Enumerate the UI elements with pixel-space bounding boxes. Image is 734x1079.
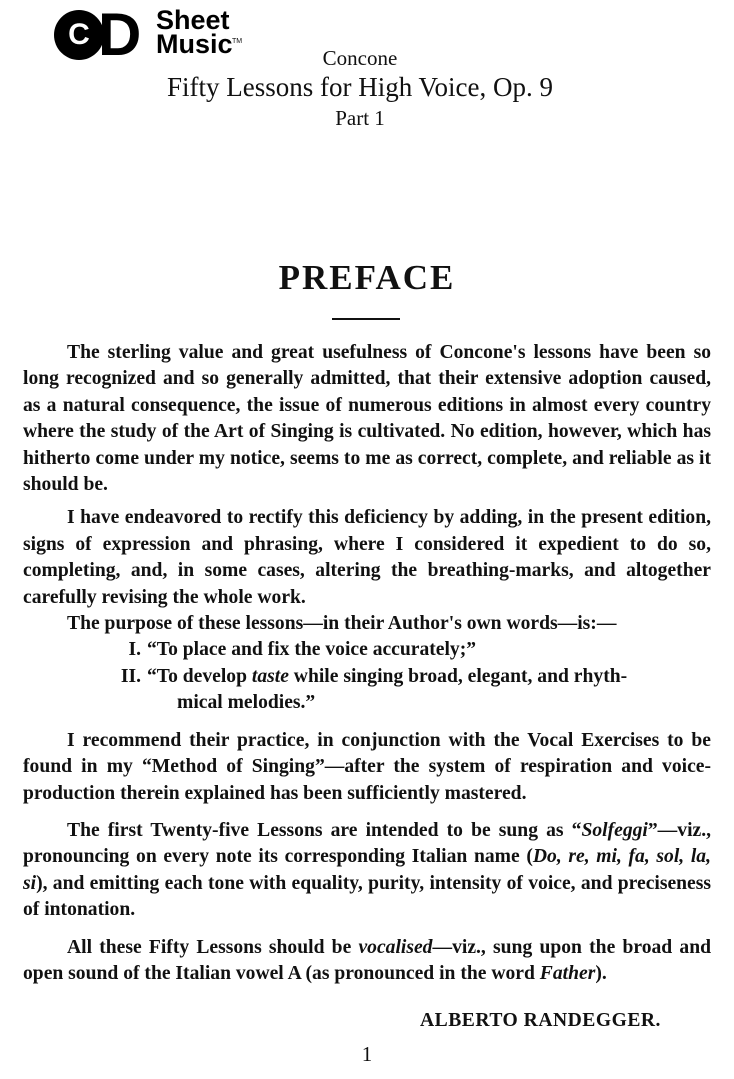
p5-part-a: The first Twenty-five Lessons are intended to be sung as “ [67, 819, 582, 841]
logo-word-music: Music [156, 29, 233, 59]
paragraph-5 [23, 818, 711, 924]
paragraph-6 [23, 935, 711, 988]
p5-emphasis-1: Solfeggi [581, 819, 648, 841]
p6-part-c: ). [595, 962, 607, 984]
page-number: 1 [361, 1042, 373, 1066]
purpose-list [23, 637, 711, 716]
list-item [23, 664, 711, 717]
work-title: Fifty Lessons for High Voice, Op. 9 [167, 72, 553, 102]
paragraph-3: The purpose of these lessons—in their Author's own words—is:— [67, 613, 617, 635]
list-text-continuation: mical melodies.” [177, 692, 316, 714]
p5-part-c: ), and emitting each tone with equality, purity, intensity of voice, and preciseness of intonation. [23, 872, 711, 921]
heading-rule [332, 318, 400, 320]
list-number: I. [128, 639, 141, 661]
p5-emphasis-2: Do, re, mi, fa, sol, la, si [23, 846, 712, 894]
list-text: “To place and fix the voice accurately;” [147, 639, 477, 661]
logo-word-sheet: Sheet [156, 5, 230, 35]
paragraph-2: I have endeavored to rectify this deficiency by adding, in the present edition, signs of expression and phrasing, where I considered it expedient to do so, completing, and, in some cases, altering the breathing-marks, and altogether carefully revising the whole work. [23, 507, 711, 608]
list-text-emphasis: taste [251, 665, 289, 687]
p6-emphasis-1: vocalised [358, 936, 433, 958]
p5-part-b: ”—viz., pronouncing on every note its corresponding Italian name ( [23, 819, 711, 868]
p6-part-b: —viz., sung upon the broad and open sound of the Italian vowel A (as pronounced in the word [23, 936, 711, 984]
logo-c-circle [54, 10, 104, 60]
logo-c-letter: C [68, 18, 90, 51]
list-text-pre: “To develop [147, 665, 252, 687]
logo-trademark: TM [232, 38, 243, 45]
logo-d-letter: D [98, 1, 142, 68]
paragraph-1: The sterling value and great usefulness of Concone's lessons have been so long recognized and so generally admitted, that their extensive adoption caused, as a natural consequence, the issue of numerous editions in almost every country where the study of the Art of Singing is cultivated. No edition, however, which has hitherto come under my notice, seems to me as correct, complete, and reliable as it should be. [23, 342, 711, 496]
author-signature: ALBERTO RANDEGGER. [420, 1010, 661, 1031]
p6-part-a: All these Fifty Lessons should be [67, 936, 359, 958]
p6-emphasis-2: Father [539, 962, 596, 984]
preface-body [23, 340, 711, 987]
list-text-post: while singing broad, elegant, and rhyth- [288, 665, 628, 687]
part-label: Part 1 [335, 106, 385, 130]
list-item [23, 637, 711, 663]
preface-heading: PREFACE [278, 258, 456, 297]
list-number: II. [120, 665, 141, 687]
composer-name: Concone [322, 46, 398, 70]
paragraph-4: I recommend their practice, in conjunction with the Vocal Exercises to be found in my “Method of Singing”—after the system of respiration and voice-production therein explained has been sufficiently mastered. [23, 729, 711, 804]
